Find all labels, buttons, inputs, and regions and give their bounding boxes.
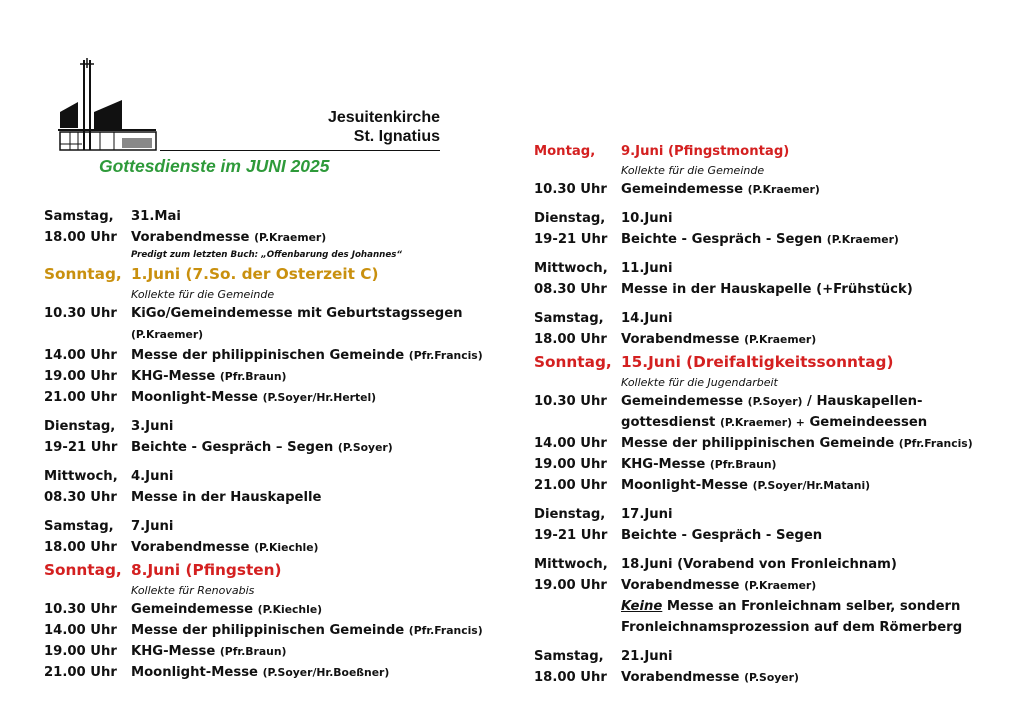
time-label: 21.00 Uhr bbox=[44, 665, 117, 680]
time-label: 14.00 Uhr bbox=[44, 348, 117, 363]
collection-note: Kollekte für die Jugendarbeit bbox=[621, 376, 778, 389]
celebrant: (P.Kraemer) bbox=[254, 231, 327, 244]
date-value: 9.Juni (Pfingstmontag) bbox=[621, 144, 790, 159]
schedule-note bbox=[534, 162, 994, 179]
church-name-line1: Jesuitenkirche bbox=[327, 109, 440, 126]
celebrant: (Pfr.Francis) bbox=[408, 349, 483, 362]
service-name: KHG-Messe bbox=[621, 457, 706, 472]
service-name: Moonlight-Messe bbox=[131, 665, 258, 680]
service-name: Vorabendmesse bbox=[621, 578, 740, 593]
schedule-row bbox=[44, 537, 504, 558]
time-label: 10.30 Uhr bbox=[44, 602, 117, 617]
day-label: Montag, bbox=[534, 144, 596, 159]
day-label: Dienstag, bbox=[44, 419, 116, 434]
collection-note: Kollekte für die Gemeinde bbox=[131, 288, 275, 301]
schedule-row bbox=[534, 329, 994, 350]
service-name: Beichte - Gespräch - Segen bbox=[621, 528, 823, 543]
day-label: Samstag, bbox=[534, 311, 604, 326]
service-name: Messe der philippinischen Gemeinde bbox=[621, 436, 895, 451]
schedule-row bbox=[44, 416, 504, 437]
schedule-row bbox=[534, 229, 994, 250]
schedule-row bbox=[44, 366, 504, 387]
schedule-row bbox=[534, 575, 994, 596]
time-label: 14.00 Uhr bbox=[44, 623, 117, 638]
schedule-row bbox=[534, 279, 994, 300]
day-label: Mittwoch, bbox=[44, 469, 118, 484]
time-label: 18.00 Uhr bbox=[534, 332, 607, 347]
service-name: Gemeindemesse bbox=[621, 182, 744, 197]
time-label: 19.00 Uhr bbox=[44, 369, 117, 384]
collection-note: Kollekte für Renovabis bbox=[131, 584, 255, 597]
date-value: 21.Juni bbox=[621, 649, 673, 664]
time-label: 19-21 Uhr bbox=[534, 528, 608, 543]
page-title: Gottesdienste im JUNI 2025 bbox=[99, 156, 330, 176]
schedule-row bbox=[44, 262, 504, 286]
date-value: 14.Juni bbox=[621, 311, 673, 326]
time-label: 10.30 Uhr bbox=[534, 394, 607, 409]
schedule-row bbox=[44, 387, 504, 408]
date-value: 31.Mai bbox=[131, 209, 181, 224]
celebrant: (P.Soyer/Hr.Boeßner) bbox=[262, 666, 390, 679]
time-label: 08.30 Uhr bbox=[44, 490, 117, 505]
schedule-row bbox=[44, 345, 504, 366]
service-name: KiGo/Gemeindemesse mit Geburtstagssegen bbox=[131, 306, 463, 321]
schedule-row bbox=[534, 433, 994, 454]
time-label: 21.00 Uhr bbox=[44, 390, 117, 405]
schedule-row bbox=[534, 475, 994, 496]
service-name: Messe der philippinischen Gemeinde bbox=[131, 623, 405, 638]
collection-note: Kollekte für die Gemeinde bbox=[621, 164, 765, 177]
schedule-row bbox=[44, 303, 504, 324]
schedule-note bbox=[44, 286, 504, 303]
schedule-row bbox=[534, 617, 994, 638]
service-name-cont: / Hauskapellen- bbox=[807, 394, 923, 409]
celebrant: (P.Soyer) bbox=[337, 441, 393, 454]
service-name: Messe in der Hauskapelle (+Frühstück) bbox=[621, 282, 913, 297]
service-name: KHG-Messe bbox=[131, 644, 216, 659]
schedule-row bbox=[534, 504, 994, 525]
day-label: Sonntag, bbox=[44, 561, 122, 579]
emphasis-keine: Keine bbox=[621, 599, 663, 614]
schedule-row bbox=[534, 350, 994, 374]
schedule-row bbox=[44, 206, 504, 227]
schedule-row bbox=[44, 516, 504, 537]
schedule-row bbox=[44, 620, 504, 641]
celebrant: (P.Soyer/Hr.Matani) bbox=[752, 479, 871, 492]
service-name: Beichte - Gespräch - Segen bbox=[621, 232, 823, 247]
day-label: Samstag, bbox=[534, 649, 604, 664]
schedule-row bbox=[44, 558, 504, 582]
service-note: Messe an Fronleichnam selber, sondern bbox=[666, 599, 961, 614]
church-name bbox=[160, 108, 440, 146]
service-name-cont: Gemeindeessen bbox=[809, 415, 928, 430]
service-name: Beichte - Gespräch – Segen bbox=[131, 440, 334, 455]
celebrant: (P.Kraemer) + bbox=[719, 416, 805, 429]
service-name: Gemeindemesse bbox=[621, 394, 744, 409]
day-label: Samstag, bbox=[44, 519, 114, 534]
service-name: Moonlight-Messe bbox=[621, 478, 748, 493]
celebrant: (P.Soyer) bbox=[747, 395, 803, 408]
schedule-row bbox=[44, 437, 504, 458]
service-name: gottesdienst bbox=[621, 415, 716, 430]
service-name: Vorabendmesse bbox=[131, 540, 250, 555]
celebrant: (P.Soyer/Hr.Hertel) bbox=[262, 391, 377, 404]
celebrant: (P.Kraemer) bbox=[826, 233, 899, 246]
date-value: 1.Juni (7.So. der Osterzeit C) bbox=[131, 265, 379, 283]
schedule-note bbox=[44, 248, 504, 262]
day-label: Sonntag, bbox=[44, 265, 122, 283]
church-logo-icon bbox=[56, 58, 162, 154]
time-label: 18.00 Uhr bbox=[44, 230, 117, 245]
celebrant: (Pfr.Braun) bbox=[219, 370, 287, 383]
day-label: Mittwoch, bbox=[534, 261, 608, 276]
schedule-row bbox=[44, 466, 504, 487]
schedule-row bbox=[534, 554, 994, 575]
schedule-row bbox=[534, 596, 994, 617]
service-name: Vorabendmesse bbox=[621, 670, 740, 685]
celebrant: (P.Kraemer) bbox=[747, 183, 820, 196]
church-name-line2: St. Ignatius bbox=[353, 128, 440, 145]
celebrant: (Pfr.Francis) bbox=[898, 437, 973, 450]
time-label: 19.00 Uhr bbox=[534, 578, 607, 593]
celebrant: (P.Kiechle) bbox=[254, 541, 319, 554]
celebrant: (P.Kraemer) bbox=[744, 579, 817, 592]
date-value: 10.Juni bbox=[621, 211, 673, 226]
date-value: 3.Juni bbox=[131, 419, 174, 434]
date-value: 7.Juni bbox=[131, 519, 174, 534]
time-label: 10.30 Uhr bbox=[44, 306, 117, 321]
schedule-right-column bbox=[534, 141, 994, 688]
schedule-row bbox=[44, 599, 504, 620]
date-value: 8.Juni (Pfingsten) bbox=[131, 561, 282, 579]
service-name: KHG-Messe bbox=[131, 369, 216, 384]
header-divider bbox=[160, 150, 440, 151]
celebrant: (P.Kraemer) bbox=[744, 333, 817, 346]
service-name: Messe in der Hauskapelle bbox=[131, 490, 322, 505]
time-label: 10.30 Uhr bbox=[534, 182, 607, 197]
schedule-note bbox=[534, 374, 994, 391]
date-value: 11.Juni bbox=[621, 261, 673, 276]
date-value: 4.Juni bbox=[131, 469, 174, 484]
schedule-row bbox=[534, 179, 994, 200]
schedule-row bbox=[44, 324, 504, 345]
service-note: Fronleichnamsprozession auf dem Römerberg bbox=[621, 620, 963, 635]
time-label: 21.00 Uhr bbox=[534, 478, 607, 493]
celebrant: (Pfr.Braun) bbox=[219, 645, 287, 658]
time-label: 19.00 Uhr bbox=[44, 644, 117, 659]
sermon-note: Predigt zum letzten Buch: „Offenbarung des Johannes“ bbox=[131, 250, 403, 260]
service-name: Moonlight-Messe bbox=[131, 390, 258, 405]
date-value: 17.Juni bbox=[621, 507, 673, 522]
date-value: 15.Juni (Dreifaltigkeitssonntag) bbox=[621, 353, 894, 371]
day-label: Samstag, bbox=[44, 209, 114, 224]
schedule-row bbox=[534, 141, 994, 162]
schedule-row bbox=[44, 227, 504, 248]
service-name: Messe der philippinischen Gemeinde bbox=[131, 348, 405, 363]
service-name: Vorabendmesse bbox=[621, 332, 740, 347]
time-label: 19-21 Uhr bbox=[44, 440, 118, 455]
schedule-row bbox=[534, 258, 994, 279]
schedule-row bbox=[534, 454, 994, 475]
schedule-left-column bbox=[44, 206, 504, 683]
day-label: Dienstag, bbox=[534, 211, 606, 226]
schedule-row bbox=[534, 646, 994, 667]
schedule-row bbox=[534, 391, 994, 412]
time-label: 18.00 Uhr bbox=[44, 540, 117, 555]
time-label: 14.00 Uhr bbox=[534, 436, 607, 451]
service-name: Vorabendmesse bbox=[131, 230, 250, 245]
date-value: 18.Juni (Vorabend von Fronleichnam) bbox=[621, 557, 897, 572]
time-label: 19.00 Uhr bbox=[534, 457, 607, 472]
schedule-row bbox=[534, 667, 994, 688]
celebrant: (P.Soyer) bbox=[744, 671, 799, 684]
time-label: 08.30 Uhr bbox=[534, 282, 607, 297]
celebrant: (P.Kiechle) bbox=[257, 603, 323, 616]
day-label: Dienstag, bbox=[534, 507, 606, 522]
schedule-row bbox=[44, 487, 504, 508]
celebrant: (P.Kraemer) bbox=[131, 328, 204, 341]
day-label: Sonntag, bbox=[534, 353, 612, 371]
day-label: Mittwoch, bbox=[534, 557, 608, 572]
celebrant: (Pfr.Braun) bbox=[709, 458, 777, 471]
time-label: 18.00 Uhr bbox=[534, 670, 607, 685]
schedule-row bbox=[534, 308, 994, 329]
celebrant: (Pfr.Francis) bbox=[408, 624, 483, 637]
time-label: 19-21 Uhr bbox=[534, 232, 608, 247]
service-name: Gemeindemesse bbox=[131, 602, 254, 617]
schedule-row bbox=[534, 525, 994, 546]
schedule-row bbox=[534, 208, 994, 229]
schedule-row bbox=[44, 641, 504, 662]
schedule-row bbox=[534, 412, 994, 433]
schedule-row bbox=[44, 662, 504, 683]
schedule-note bbox=[44, 582, 504, 599]
